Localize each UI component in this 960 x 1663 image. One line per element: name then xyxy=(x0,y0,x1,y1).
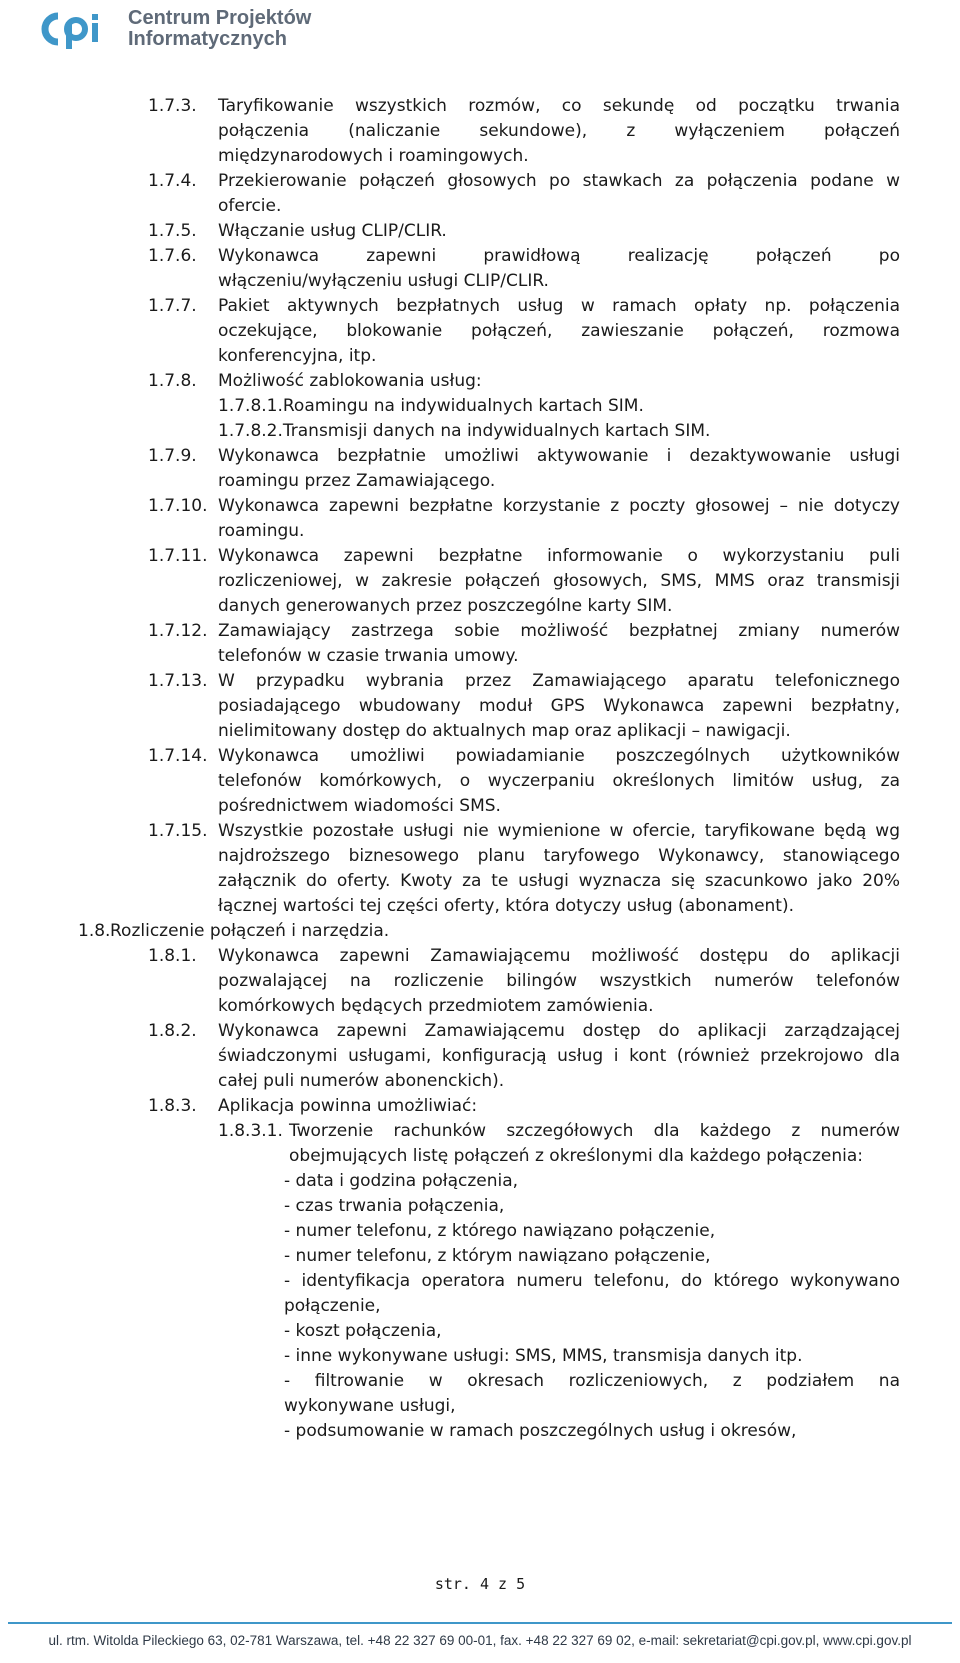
text-line: najdroższego biznesowego planu taryfowego Wykonawcy, stanowiącego xyxy=(218,846,900,866)
text-line: Wykonawca zapewni Zamawiającemu możliwość dostępu do aplikacji xyxy=(218,946,900,966)
text-line: pozwalającej na rozliczenie bilingów wszystkich numerów telefonów xyxy=(218,971,900,991)
item-number: 1.7.13. xyxy=(148,671,208,691)
item-text xyxy=(218,494,900,544)
item-text xyxy=(218,1094,900,1119)
page-number: str. 4 z 5 xyxy=(434,1575,526,1593)
item-number: 1.7.8. xyxy=(148,371,197,391)
text-line: nielimitowany dostęp do aktualnych map oraz aplikacji – nawigacji. xyxy=(218,721,791,741)
item-number: 1.7.10. xyxy=(148,496,208,516)
text-line: telefonów w czasie trwania umowy. xyxy=(218,646,519,666)
text-line: oczekujące, blokowanie połączeń, zawieszanie połączeń, rozmowa xyxy=(218,321,900,341)
item-text xyxy=(284,1219,900,1244)
text-line: Włączanie usług CLIP/CLIR. xyxy=(218,221,447,241)
text-line: międzynarodowych i roamingowych. xyxy=(218,146,529,166)
item-text xyxy=(284,1319,900,1344)
item-number: 1.7.3. xyxy=(148,96,197,116)
item-text xyxy=(218,819,900,919)
text-line: świadczonymi usługami, konfiguracją usług i kont (również przekrojowo dla xyxy=(218,1046,900,1066)
text-line: załącznik do oferty. Kwoty za te usługi wyznacza się szacunkowo jako 20% xyxy=(218,871,900,891)
text-line: - koszt połączenia, xyxy=(284,1321,442,1341)
text-line: telefonów komórkowych, o wyczerpaniu określonych limitów usług, za xyxy=(218,771,900,791)
text-line: - data i godzina połączenia, xyxy=(284,1171,519,1191)
text-line: - numer telefonu, z którym nawiązano połączenie, xyxy=(284,1246,711,1266)
text-line: ofercie. xyxy=(218,196,282,216)
item-number: 1.8.3.1. xyxy=(218,1121,283,1141)
item-text xyxy=(218,94,900,169)
item-text xyxy=(218,169,900,219)
text-line: W przypadku wybrania przez Zamawiającego aparatu telefonicznego xyxy=(218,671,900,691)
item-number: 1.7.14. xyxy=(148,746,208,766)
item-number: 1.8.1. xyxy=(148,946,197,966)
text-line: Wykonawca zapewni bezpłatne korzystanie z poczty głosowej – nie dotyczy xyxy=(218,496,900,516)
text-line: - czas trwania połączenia, xyxy=(284,1196,505,1216)
item-number: 1.7.4. xyxy=(148,171,197,191)
item-text xyxy=(284,1244,900,1269)
item-text xyxy=(218,619,900,669)
item-text xyxy=(218,294,900,369)
item-text xyxy=(218,219,900,244)
item-text xyxy=(284,1344,900,1369)
item-text xyxy=(218,419,900,444)
item-number: 1.7.9. xyxy=(148,446,197,466)
text-line: - identyfikacja operatora numeru telefonu, do którego wykonywano xyxy=(284,1271,900,1291)
footer-divider xyxy=(8,1622,952,1624)
cpi-logo-mark-icon xyxy=(38,8,118,50)
text-line: rozliczeniowej, w zakresie połączeń głosowych, SMS, MMS oraz transmisji xyxy=(218,571,900,591)
item-number: 1.8.2. xyxy=(148,1021,197,1041)
text-line: pośrednictwem wiadomości SMS. xyxy=(218,796,501,816)
text-line: łącznej wartości tej części oferty, która dotyczy usług (abonament). xyxy=(218,896,794,916)
text-line: Wykonawca bezpłatnie umożliwi aktywowanie i dezaktywowanie usługi xyxy=(218,446,900,466)
logo-text xyxy=(128,8,311,50)
item-text xyxy=(284,1369,900,1419)
item-number: 1.7.5. xyxy=(148,221,197,241)
item-text xyxy=(284,1419,900,1444)
text-line: Pakiet aktywnych bezpłatnych usług w ramach opłaty np. połączenia xyxy=(218,296,900,316)
text-line: 1.7.8.2.Transmisji danych na indywidualnych kartach SIM. xyxy=(218,421,711,441)
item-text xyxy=(284,1194,900,1219)
text-line: roamingu przez Zamawiającego. xyxy=(218,471,496,491)
text-line: Możliwość zablokowania usług: xyxy=(218,371,482,391)
item-number: 1.8. xyxy=(78,921,111,941)
item-text xyxy=(218,369,900,394)
text-line: danych generowanych przez poszczególne karty SIM. xyxy=(218,596,673,616)
text-line: - filtrowanie w okresach rozliczeniowych, z podziałem na xyxy=(284,1371,900,1391)
item-text xyxy=(218,394,900,419)
item-text xyxy=(218,669,900,744)
item-text xyxy=(284,1169,900,1194)
text-line: Wykonawca umożliwi powiadamianie poszczególnych użytkowników xyxy=(218,746,900,766)
item-text xyxy=(218,444,900,494)
text-line: Przekierowanie połączeń głosowych po stawkach za połączenia podane w xyxy=(218,171,900,191)
text-line: Wykonawca zapewni Zamawiającemu dostęp do aplikacji zarządzającej xyxy=(218,1021,900,1041)
text-line: wykonywane usługi, xyxy=(284,1396,456,1416)
text-line: Aplikacja powinna umożliwiać: xyxy=(218,1096,478,1116)
item-text xyxy=(110,919,900,944)
text-line: Wszystkie pozostałe usługi nie wymienione w ofercie, taryfikowane będą wg xyxy=(218,821,900,841)
item-number: 1.7.7. xyxy=(148,296,197,316)
text-line: - inne wykonywane usługi: SMS, MMS, transmisja danych itp. xyxy=(284,1346,803,1366)
logo-line-2: Informatycznych xyxy=(128,28,287,50)
text-line: połączenie, xyxy=(284,1296,381,1316)
item-text xyxy=(218,544,900,619)
cpi-logo xyxy=(38,6,311,52)
text-line: połączenia (naliczanie sekundowe), z wyłączeniem połączeń xyxy=(218,121,900,141)
text-line: Wykonawca zapewni bezpłatne informowanie o wykorzystaniu puli xyxy=(218,546,900,566)
text-line: komórkowych będących przedmiotem zamówienia. xyxy=(218,996,654,1016)
text-line: całej puli numerów abonenckich). xyxy=(218,1071,505,1091)
text-line: obejmujących listę połączeń z określonymi dla każdego połączenia: xyxy=(289,1146,863,1166)
footer-address: ul. rtm. Witolda Pileckiego 63, 02-781 Warszawa, tel. +48 22 327 69 00-01, fax. +48 22 327 69 02, e-mail: sekretariat@cpi.gov.pl, www.cpi.gov.pl xyxy=(48,1633,912,1648)
text-line: włączeniu/wyłączeniu usługi CLIP/CLIR. xyxy=(218,271,549,291)
text-line: konferencyjna, itp. xyxy=(218,346,377,366)
text-line: Tworzenie rachunków szczegółowych dla każdego z numerów xyxy=(289,1121,900,1141)
text-line: Zamawiający zastrzega sobie możliwość bezpłatnej zmiany numerów xyxy=(218,621,900,641)
item-text xyxy=(289,1119,900,1169)
text-line: - numer telefonu, z którego nawiązano połączenie, xyxy=(284,1221,716,1241)
item-text xyxy=(284,1269,900,1319)
item-text xyxy=(218,744,900,819)
item-text xyxy=(218,244,900,294)
text-line: Wykonawca zapewni prawidłową realizację połączeń po xyxy=(218,246,900,266)
text-line: - podsumowanie w ramach poszczególnych usług i okresów, xyxy=(284,1421,797,1441)
text-line: roamingu. xyxy=(218,521,305,541)
item-text xyxy=(218,944,900,1019)
item-number: 1.8.3. xyxy=(148,1096,197,1116)
item-number: 1.7.6. xyxy=(148,246,197,266)
item-number: 1.7.11. xyxy=(148,546,208,566)
item-text xyxy=(218,1019,900,1094)
text-line: Rozliczenie połączeń i narzędzia. xyxy=(110,921,390,941)
item-number: 1.7.12. xyxy=(148,621,208,641)
text-line: 1.7.8.1.Roamingu na indywidualnych kartach SIM. xyxy=(218,396,644,416)
text-line: posiadającego wbudowany moduł GPS Wykonawca zapewni bezpłatny, xyxy=(218,696,900,716)
item-number: 1.7.15. xyxy=(148,821,208,841)
text-line: Taryfikowanie wszystkich rozmów, co sekundę od początku trwania xyxy=(218,96,900,116)
logo-line-1: Centrum Projektów xyxy=(128,7,312,29)
